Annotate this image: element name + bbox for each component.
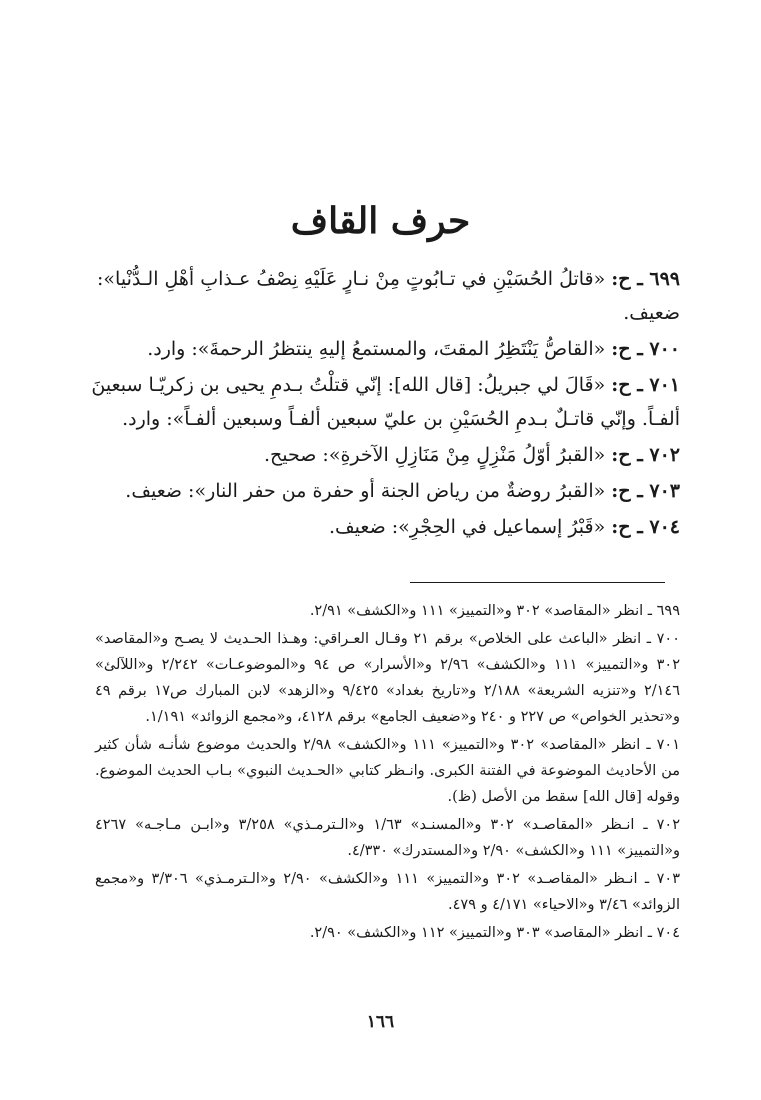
entry-number: ٧٠٤ ـ ح:: [611, 516, 680, 538]
hadith-entry: [80, 368, 680, 436]
entry-text: «قَالَ لي جبريلُ: [قال الله]: إنّي قتلْتُ بـدمِ يحيى بن زكريّـا سبعينَ ألفـاً. وإنّي قاتـلٌ بـدمِ الحُسَيْنِ بن عليّ سبعين ألفـاً وسبعين ألفـاً»: وارد.: [91, 374, 680, 430]
footnote: ٧٠٤ ـ انظر «المقاصد» ٣٠٣ و«التمييز» ١١٢ و«الكشف» ٢/٩٠.: [309, 925, 680, 941]
footnote-divider: [410, 582, 665, 583]
hadith-entry: [80, 474, 680, 508]
entry-text: «القبرُ روضةٌ من رياض الجنة أو حفرة من حفر النار»: ضعيف.: [125, 480, 606, 502]
entry-text: «القاصُّ يَنْتَظِرُ المقتَ، والمستمعُ إليهِ ينتظرُ الرحمةَ»: وارد.: [147, 338, 606, 360]
footnotes: [95, 598, 680, 948]
entry-number: ٧٠٠ ـ ح:: [611, 338, 680, 360]
footnote: ٧٠٠ ـ انظر «الباعث على الخلاص» برقم ٢١ وقـال العـراقي: وهـذا الحـديث لا يصـح و«المقاصد» ٣٠٢ و«التمييز» ١١١ و«الكشف» ٢/٩٦ و«الأسرار» ص ٩٤ و«الموضوعـات» ٢/٢٤٢ و«اللآلئ» ٢/١٤٦ و«تنزيه الشريعة» ٢/١٨٨ و«تاريخ بغداد» ٩/٤٢٥ و«الزهد» لابن المبارك ص١٧ برقم ٤٩ و«تحذير الخواص» ص ٢٢٧ و ٢٤٠ و«ضعيف الجامع» برقم ٤١٢٨، و«مجمع الزوائد» ١/١٩١.: [95, 631, 680, 725]
entry-text: «قَبْرُ إسماعيل في الحِجْرِ»: ضعيف.: [328, 516, 606, 538]
footnote: ٧٠٣ ـ انـظر «المقاصـد» ٣٠٢ و«التمييز» ١١١ و«الكشف» ٢/٩٠ و«الـترمـذي» ٣/٣٠٦ و«مجمع الزوائد» ٣/٤٦ و«الاحياء» ٤/١٧١ و ٤٧٩.: [95, 871, 680, 913]
entry-number: ٧٠١ ـ ح:: [611, 374, 680, 396]
entry-number: ٧٠٢ ـ ح:: [611, 444, 680, 466]
footnote: ٧٠١ ـ انظر «المقاصد» ٣٠٢ و«التمييز» ١١١ و«الكشف» ٢/٩٨ والحديث موضوع شأنـه شأن كثير من الأحاديث الموضوعة في الفتنة الكبرى. وانـظر كتابي «الحـديث النبوي» بـاب الحديث الموضوع. وقوله [قال الله] سقط من الأصل (ظ).: [95, 737, 680, 805]
entry-text: «القبرُ أوّلُ مَنْزِلٍ مِنْ مَنَازِلِ الآخرةِ»: صحيح.: [263, 444, 606, 466]
chapter-heading: حرف القاف: [290, 200, 471, 242]
entry-number: ٧٠٣ ـ ح:: [611, 480, 680, 502]
hadith-entry: [80, 332, 680, 366]
footnote: ٦٩٩ ـ انظر «المقاصد» ٣٠٢ و«التمييز» ١١١ و«الكشف» ٢/٩١.: [309, 603, 680, 619]
entry-number: ٦٩٩ ـ ح:: [611, 268, 680, 290]
hadith-entry: [80, 438, 680, 472]
page-number: ١٦٦: [366, 1012, 395, 1032]
hadith-entry: [80, 262, 680, 330]
hadith-entries: [80, 262, 680, 546]
entry-text: «قاتلُ الحُسَيْنِ في تـابُوتٍ مِنْ نـارٍ عَلَيْهِ نِصْفُ عـذابِ أهْلِ الـدُّنْيا»: ضعيف.: [97, 268, 680, 324]
hadith-entry: [80, 510, 680, 544]
footnote: ٧٠٢ ـ انـظر «المقاصـد» ٣٠٢ و«المسنـد» ١/٦٣ و«الـترمـذي» ٣/٢٥٨ و«ابـن مـاجـه» ٤٢٦٧ و«التمييز» ١١١ و«الكشف» ٢/٩٠ و«المستدرك» ٤/٣٣٠.: [95, 817, 681, 859]
